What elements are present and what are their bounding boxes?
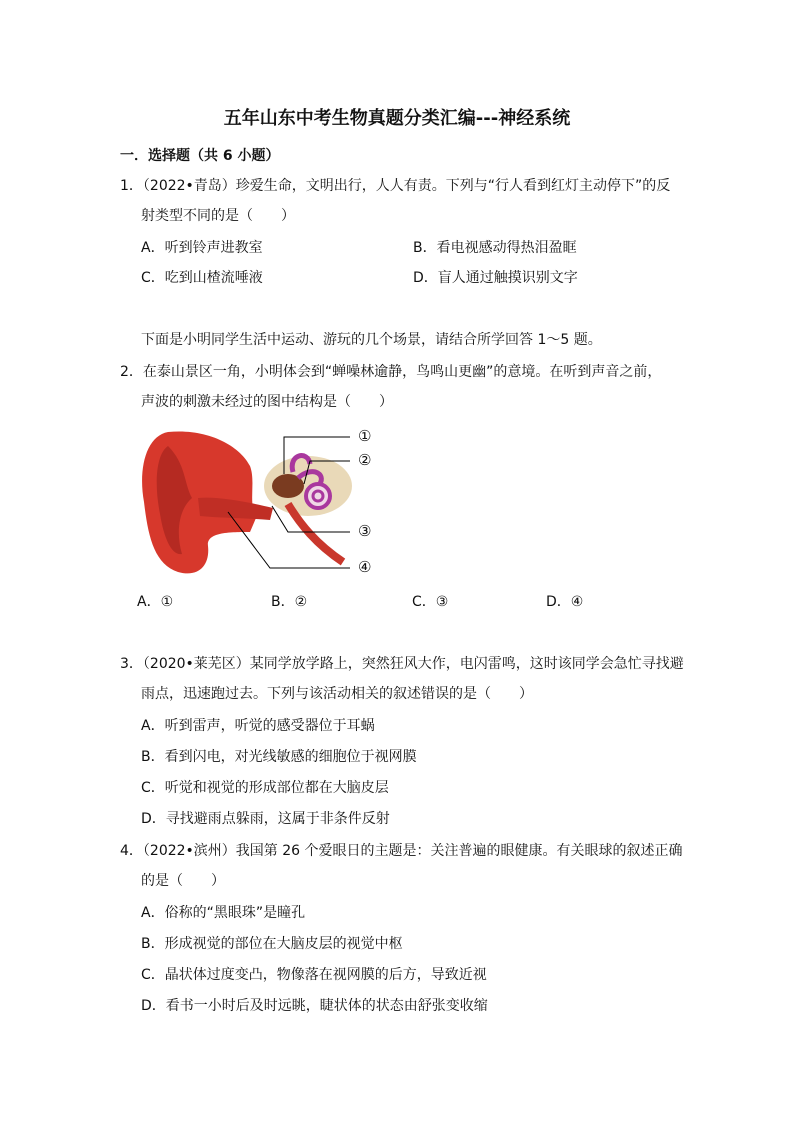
label-4: ④: [358, 558, 372, 576]
question-3-stem-line-2: 雨点，迅速跑过去。下列与该活动相关的叙述错误的是（ ）: [141, 686, 533, 702]
question-3-option-d: D．寻找避雨点躲雨，这属于非条件反射: [141, 811, 390, 827]
question-4-option-c: C．晶状体过度变凸，物像落在视网膜的后方，导致近视: [141, 967, 487, 983]
label-2: ②: [358, 451, 372, 469]
question-2-option-b: B．②: [271, 594, 308, 610]
ear-anatomy-figure: [138, 424, 388, 574]
ear-illustration: [138, 424, 388, 574]
question-4-stem-line-2: 的是（ ）: [141, 873, 225, 889]
label-1: ①: [358, 427, 372, 445]
question-4-option-a: A．俗称的“黑眼珠”是瞳孔: [141, 905, 306, 921]
question-2-option-d: D．④: [546, 594, 584, 610]
question-4-stem-line-1: 4．（2022•滨州）我国第 26 个爱眼日的主题是：关注普遍的眼健康。有关眼球的叙述正确: [120, 843, 683, 859]
question-1-stem-line-1: 1．（2022•青岛）珍爱生命，文明出行，人人有责。下列与“行人看到红灯主动停下”的反: [120, 178, 671, 194]
question-4-option-d: D．看书一小时后及时远眺，睫状体的状态由舒张变收缩: [141, 998, 488, 1014]
cochlea: [306, 484, 330, 508]
question-4-option-b: B．形成视觉的部位在大脑皮层的视觉中枢: [141, 936, 403, 952]
ear-canal: [198, 498, 273, 520]
question-3-option-c: C．听觉和视觉的形成部位都在大脑皮层: [141, 780, 389, 796]
question-1-option-c: C．吃到山楂流唾液: [141, 270, 263, 286]
question-2-stem-line-1: 2．在泰山景区一角，小明体会到“蝉噪林逾静，鸟鸣山更幽”的意境。在听到声音之前，: [120, 364, 662, 380]
section-heading: 一．选择题（共 6 小题）: [120, 148, 280, 164]
question-3-option-b: B．看到闪电，对光线敏感的细胞位于视网膜: [141, 749, 417, 765]
question-3-stem-line-1: 3．（2020•莱芜区）某同学放学路上，突然狂风大作，电闪雷鸣，这时该同学会急忙寻找避: [120, 656, 684, 672]
question-2-option-c: C．③: [412, 594, 449, 610]
label-3: ③: [358, 522, 372, 540]
question-1-option-a: A．听到铃声进教室: [141, 240, 263, 256]
scenario-intro: 下面是小明同学生活中运动、游玩的几个场景，请结合所学回答 1～5 题。: [141, 332, 602, 348]
document-title: 五年山东中考生物真题分类汇编---神经系统: [223, 108, 571, 129]
question-2-option-a: A．①: [137, 594, 174, 610]
question-2-stem-line-2: 声波的刺激未经过的图中结构是（ ）: [141, 394, 393, 410]
question-3-option-a: A．听到雷声，听觉的感受器位于耳蜗: [141, 718, 375, 734]
question-1-stem-line-2: 射类型不同的是（ ）: [141, 208, 295, 224]
question-1-option-d: D．盲人通过触摸识别文字: [413, 270, 578, 286]
question-1-option-b: B．看电视感动得热泪盈眶: [413, 240, 577, 256]
